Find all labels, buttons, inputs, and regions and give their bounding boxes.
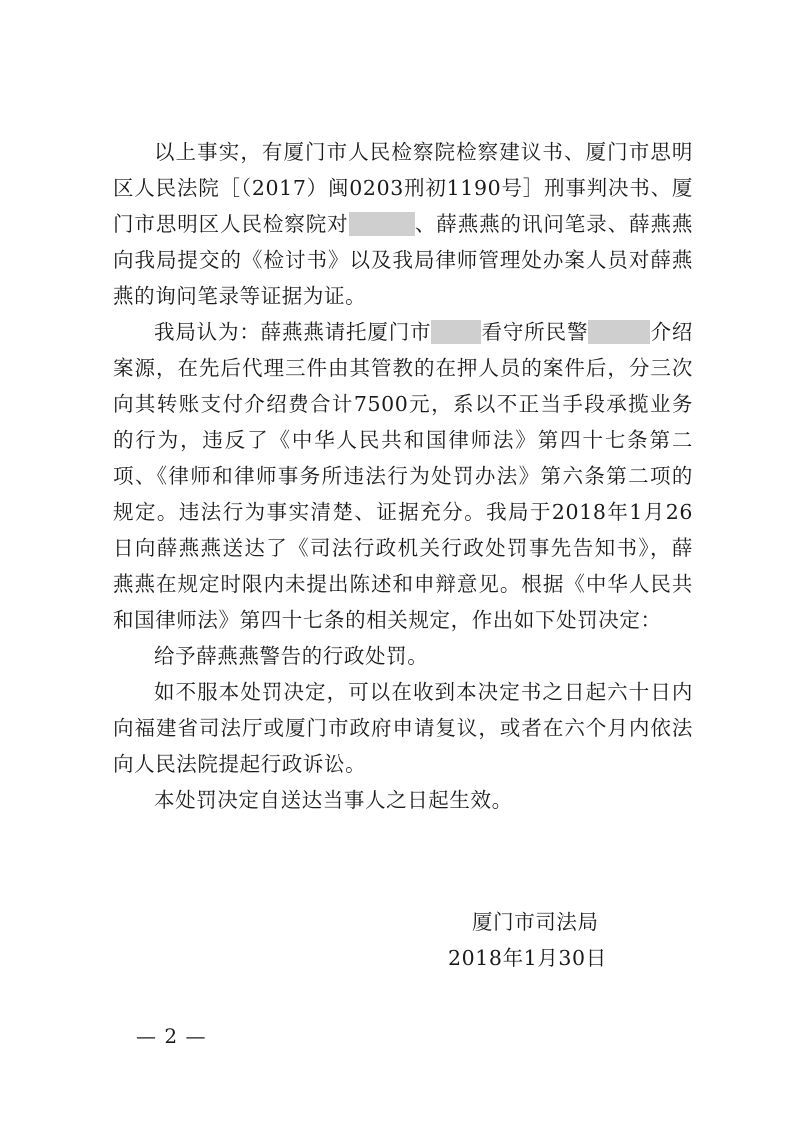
- document-body: [113, 134, 693, 818]
- redacted-officer-block: [588, 320, 650, 344]
- paragraph-penalty: 给予薛燕燕警告的行政处罚。: [154, 644, 429, 668]
- signature-block: [448, 904, 678, 976]
- signature-organization: 厦门市司法局: [472, 910, 599, 934]
- paragraph-effective: 本处罚决定自送达当事人之日起生效。: [154, 788, 513, 812]
- paragraph-appeal: 如不服本处罚决定，可以在收到本决定书之日起六十日内向福建省司法厅或厦门市政府申请复议，或者在六个月内依法向人民法院提起行政诉讼。: [113, 680, 693, 776]
- paragraph-evidence: [113, 134, 693, 314]
- redacted-location-block: [431, 320, 481, 344]
- signature-date: 2018年1月30日: [448, 946, 607, 970]
- paragraph-evidence-text-after: 、薛燕燕的讯问笔录、薛燕燕向我局提交的《检讨书》以及我局律师管理处办案人员对薛燕燕的询问笔录等证据为证。: [113, 212, 693, 308]
- paragraph-evidence-text-before: 以上事实，有厦门市人民检察院检察建议书、厦门市思明区人民法院［（2017）闽0203刑初1190号］刑事判决书、厦门市思明区人民检察院对: [113, 140, 693, 236]
- paragraph-finding-text-1: 我局认为：薛燕燕请托厦门市: [154, 320, 432, 344]
- page-number: — 2 —: [136, 1024, 207, 1048]
- paragraph-finding: [113, 314, 693, 638]
- paragraph-finding-text-2: 看守所民警: [481, 320, 589, 344]
- paragraph-finding-text-3: 介绍案源，在先后代理三件由其管教的在押人员的案件后，分三次向其转账支付介绍费合计7500元，系以不正当手段承揽业务的行为，违反了《中华人民共和国律师法》第四十七条第二项、《律师和律师事务所违法行为处罚办法》第六条第二项的规定。违法行为事实清楚、证据充分。我局于2018年1月26日向薛燕燕送达了《司法行政机关行政处罚事先告知书》，薛燕燕在规定时限内未提出陈述和申辩意见。根据《中华人民共和国律师法》第四十七条的相关规定，作出如下处罚决定：: [113, 320, 694, 632]
- redacted-name-block: [349, 212, 415, 236]
